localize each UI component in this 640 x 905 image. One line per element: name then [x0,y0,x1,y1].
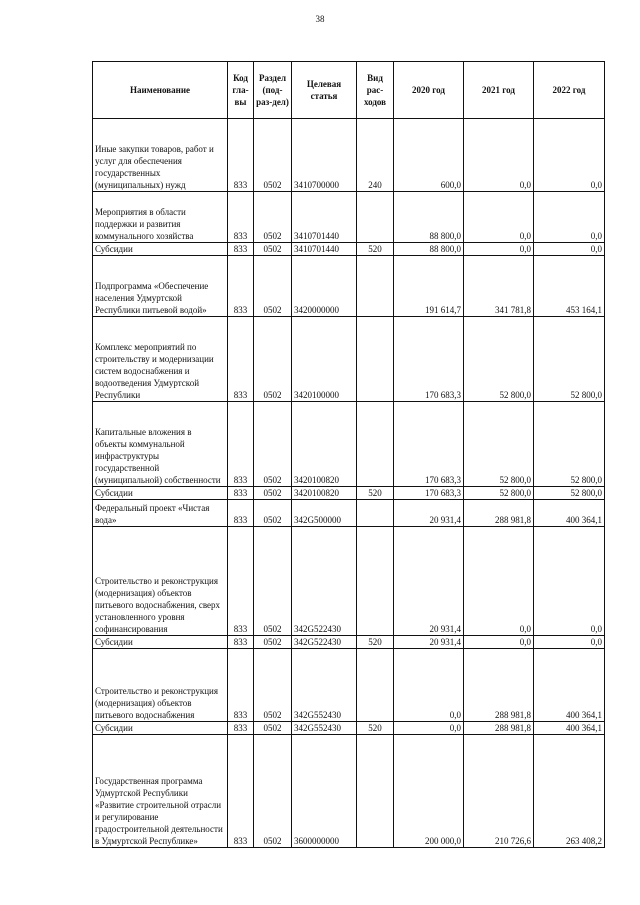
row-name: Подпрограмма «Обеспечение населения Удмуртской Республики питьевой водой» [93,256,228,317]
row-section: 0502 [254,527,292,636]
row-target: 3410701440 [292,192,357,243]
row-value-2021: 0,0 [464,119,534,192]
table-row [93,649,605,722]
row-expense-type: 240 [357,119,394,192]
row-chapter: 833 [228,527,254,636]
header-chapter: Код гла-вы [228,62,254,119]
row-value-2022: 400 364,1 [534,500,605,527]
row-target: 342G522430 [292,636,357,649]
row-value-2022: 0,0 [534,527,605,636]
row-value-2020: 88 800,0 [394,243,464,256]
row-value-2022: 0,0 [534,636,605,649]
row-target: 3410701440 [292,243,357,256]
row-chapter: 833 [228,317,254,402]
row-value-2021: 341 781,8 [464,256,534,317]
row-expense-type: 520 [357,243,394,256]
table-row [93,402,605,487]
row-value-2020: 600,0 [394,119,464,192]
row-value-2022: 52 800,0 [534,487,605,500]
row-expense-type [357,256,394,317]
row-target: 342G552430 [292,649,357,722]
row-value-2021: 0,0 [464,527,534,636]
row-target: 3420100820 [292,402,357,487]
row-name: Субсидии [93,722,228,735]
row-expense-type [357,649,394,722]
header-expense-type: Вид рас-ходов [357,62,394,119]
row-value-2020: 88 800,0 [394,192,464,243]
row-value-2020: 170 683,3 [394,402,464,487]
row-name: Капитальные вложения в объекты коммунальной инфраструктуры государственной (муниципальной) собственности [93,402,228,487]
row-name: Строительство и реконструкция (модернизация) объектов питьевого водоснабжения [93,649,228,722]
row-value-2022: 52 800,0 [534,402,605,487]
row-section: 0502 [254,402,292,487]
row-chapter: 833 [228,735,254,848]
row-section: 0502 [254,317,292,402]
header-name: Наименование [93,62,228,119]
table-row [93,243,605,256]
row-expense-type [357,192,394,243]
row-target: 3600000000 [292,735,357,848]
row-section: 0502 [254,487,292,500]
row-expense-type [357,317,394,402]
row-chapter: 833 [228,500,254,527]
row-value-2022: 0,0 [534,192,605,243]
header-row [93,62,605,119]
row-chapter: 833 [228,402,254,487]
row-value-2020: 20 931,4 [394,636,464,649]
header-target: Целевая статья [292,62,357,119]
header-2020: 2020 год [394,62,464,119]
row-name: Мероприятия в области поддержки и развития коммунального хозяйства [93,192,228,243]
table-row [93,487,605,500]
row-chapter: 833 [228,256,254,317]
row-value-2020: 170 683,3 [394,317,464,402]
table-row [93,317,605,402]
row-target: 342G500000 [292,500,357,527]
row-value-2021: 0,0 [464,192,534,243]
table-row [93,735,605,848]
row-value-2021: 288 981,8 [464,649,534,722]
row-value-2021: 0,0 [464,243,534,256]
row-section: 0502 [254,500,292,527]
table-row [93,722,605,735]
row-target: 342G552430 [292,722,357,735]
table-row [93,636,605,649]
row-value-2020: 20 931,4 [394,527,464,636]
row-value-2021: 210 726,6 [464,735,534,848]
header-section: Раздел (под-раз-дел) [254,62,292,119]
row-name: Федеральный проект «Чистая вода» [93,500,228,527]
row-chapter: 833 [228,649,254,722]
row-value-2022: 400 364,1 [534,722,605,735]
row-value-2022: 400 364,1 [534,649,605,722]
row-name: Строительство и реконструкция (модернизация) объектов питьевого водоснабжения, сверх установленного уровня софинансирования [93,527,228,636]
table-row [93,256,605,317]
row-value-2022: 0,0 [534,243,605,256]
row-value-2020: 0,0 [394,649,464,722]
row-value-2022: 263 408,2 [534,735,605,848]
row-expense-type [357,500,394,527]
row-expense-type: 520 [357,722,394,735]
row-value-2022: 0,0 [534,119,605,192]
page-number: 38 [315,14,325,24]
row-target: 3420100820 [292,487,357,500]
row-section: 0502 [254,256,292,317]
row-value-2021: 52 800,0 [464,402,534,487]
row-target: 3420000000 [292,256,357,317]
budget-table [92,61,605,848]
row-value-2020: 170 683,3 [394,487,464,500]
header-2022: 2022 год [534,62,605,119]
row-section: 0502 [254,735,292,848]
row-value-2020: 191 614,7 [394,256,464,317]
row-chapter: 833 [228,119,254,192]
row-name: Субсидии [93,487,228,500]
row-chapter: 833 [228,192,254,243]
table-row [93,527,605,636]
row-target: 3420100000 [292,317,357,402]
row-name: Субсидии [93,243,228,256]
row-value-2021: 0,0 [464,636,534,649]
row-section: 0502 [254,636,292,649]
row-target: 342G522430 [292,527,357,636]
row-section: 0502 [254,119,292,192]
table-row [93,500,605,527]
row-value-2020: 20 931,4 [394,500,464,527]
row-chapter: 833 [228,243,254,256]
row-section: 0502 [254,722,292,735]
row-value-2020: 0,0 [394,722,464,735]
row-expense-type: 520 [357,487,394,500]
row-chapter: 833 [228,636,254,649]
row-expense-type [357,402,394,487]
row-section: 0502 [254,649,292,722]
table-row [93,192,605,243]
row-section: 0502 [254,243,292,256]
row-section: 0502 [254,192,292,243]
row-value-2021: 288 981,8 [464,500,534,527]
row-target: 3410700000 [292,119,357,192]
row-value-2022: 453 164,1 [534,256,605,317]
row-name: Субсидии [93,636,228,649]
row-name: Государственная программа Удмуртской Республики «Развитие строительной отрасли и регулирование градостроительной деятельности в Удмуртской Республике» [93,735,228,848]
header-2021: 2021 год [464,62,534,119]
row-chapter: 833 [228,722,254,735]
row-expense-type [357,735,394,848]
row-value-2021: 52 800,0 [464,317,534,402]
row-value-2020: 200 000,0 [394,735,464,848]
row-value-2021: 288 981,8 [464,722,534,735]
table-row [93,119,605,192]
row-name: Комплекс мероприятий по строительству и модернизации систем водоснабжения и водоотведения Удмуртской Республики [93,317,228,402]
row-chapter: 833 [228,487,254,500]
row-name: Иные закупки товаров, работ и услуг для обеспечения государственных (муниципальных) нужд [93,119,228,192]
row-expense-type [357,527,394,636]
row-value-2022: 52 800,0 [534,317,605,402]
row-expense-type: 520 [357,636,394,649]
row-value-2021: 52 800,0 [464,487,534,500]
